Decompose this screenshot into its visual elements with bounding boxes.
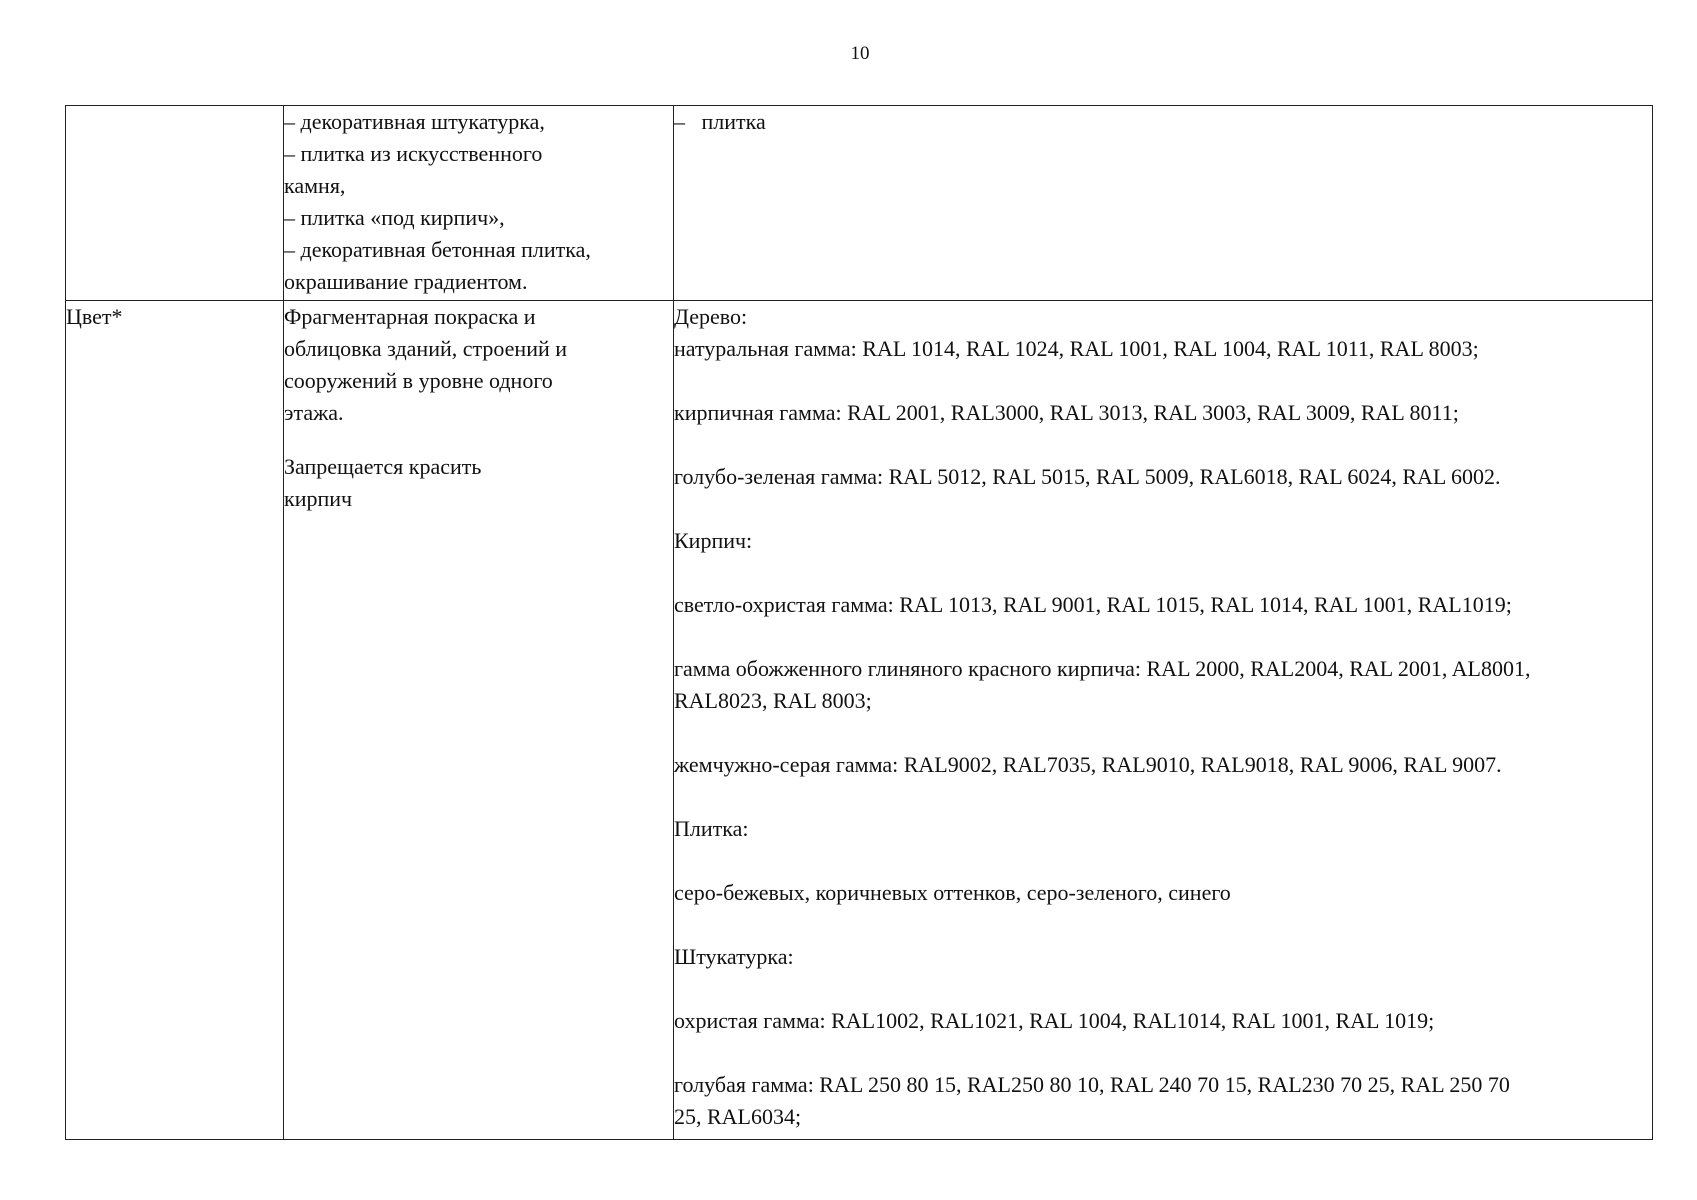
table-row [66, 301, 1653, 1140]
row2-description-cell [284, 301, 674, 1140]
color-range: серо-бежевых, коричневых оттенков, серо-зеленого, синего [674, 880, 1231, 905]
list-item: камня, [284, 173, 346, 198]
row1-label-cell [66, 106, 284, 301]
description-line: сооружений в уровне одного [284, 368, 553, 393]
list-item: – плитка «под кирпич», [284, 205, 505, 230]
section-heading-wood: Дерево: [674, 304, 748, 329]
page-number: 10 [850, 43, 870, 64]
restriction-line: кирпич [284, 486, 353, 511]
description-line: этажа. [284, 400, 344, 425]
color-range: натуральная гамма: RAL 1014, RAL 1024, RAL 1001, RAL 1004, RAL 1011, RAL 8003; [674, 336, 1479, 361]
restriction-line: Запрещается красить [284, 454, 482, 479]
color-range: голубо-зеленая гамма: RAL 5012, RAL 5015, RAL 5009, RAL6018, RAL 6024, RAL 6002. [674, 464, 1501, 489]
color-range: голубая гамма: RAL 250 80 15, RAL250 80 10, RAL 240 70 15, RAL230 70 25, RAL 250 70 [674, 1072, 1510, 1097]
list-item: – декоративная бетонная плитка, [284, 237, 591, 262]
color-range: гамма обожженного глиняного красного кирпича: RAL 2000, RAL2004, RAL 2001, AL8001, [674, 656, 1531, 681]
section-heading-plaster: Штукатурка: [674, 944, 794, 969]
color-range: кирпичная гамма: RAL 2001, RAL3000, RAL 3013, RAL 3003, RAL 3009, RAL 8011; [674, 400, 1459, 425]
row2-label-cell [66, 301, 284, 1140]
list-item: – плитка [674, 109, 766, 134]
row2-colors-cell [674, 301, 1653, 1140]
row1-materials-cell [284, 106, 674, 301]
list-item: – плитка из искусственного [284, 141, 543, 166]
restriction-note [284, 451, 673, 515]
row-label: Цвет* [66, 304, 123, 329]
description-line: облицовка зданий, строений и [284, 336, 568, 361]
section-heading-brick: Кирпич: [674, 528, 753, 553]
color-range: охристая гамма: RAL1002, RAL1021, RAL 1004, RAL1014, RAL 1001, RAL 1019; [674, 1008, 1435, 1033]
list-item: окрашивание градиентом. [284, 269, 528, 294]
section-heading-tile: Плитка: [674, 816, 749, 841]
list-item: – декоративная штукатурка, [284, 109, 545, 134]
color-range: 25, RAL6034; [674, 1104, 802, 1129]
requirements-table [65, 105, 1653, 1140]
description-line: Фрагментарная покраска и [284, 304, 536, 329]
row1-values-cell [674, 106, 1653, 301]
color-range: жемчужно-серая гамма: RAL9002, RAL7035, RAL9010, RAL9018, RAL 9006, RAL 9007. [674, 752, 1502, 777]
table-row [66, 106, 1653, 301]
color-range: RAL8023, RAL 8003; [674, 688, 872, 713]
color-range: светло-охристая гамма: RAL 1013, RAL 9001, RAL 1015, RAL 1014, RAL 1001, RAL1019; [674, 592, 1512, 617]
